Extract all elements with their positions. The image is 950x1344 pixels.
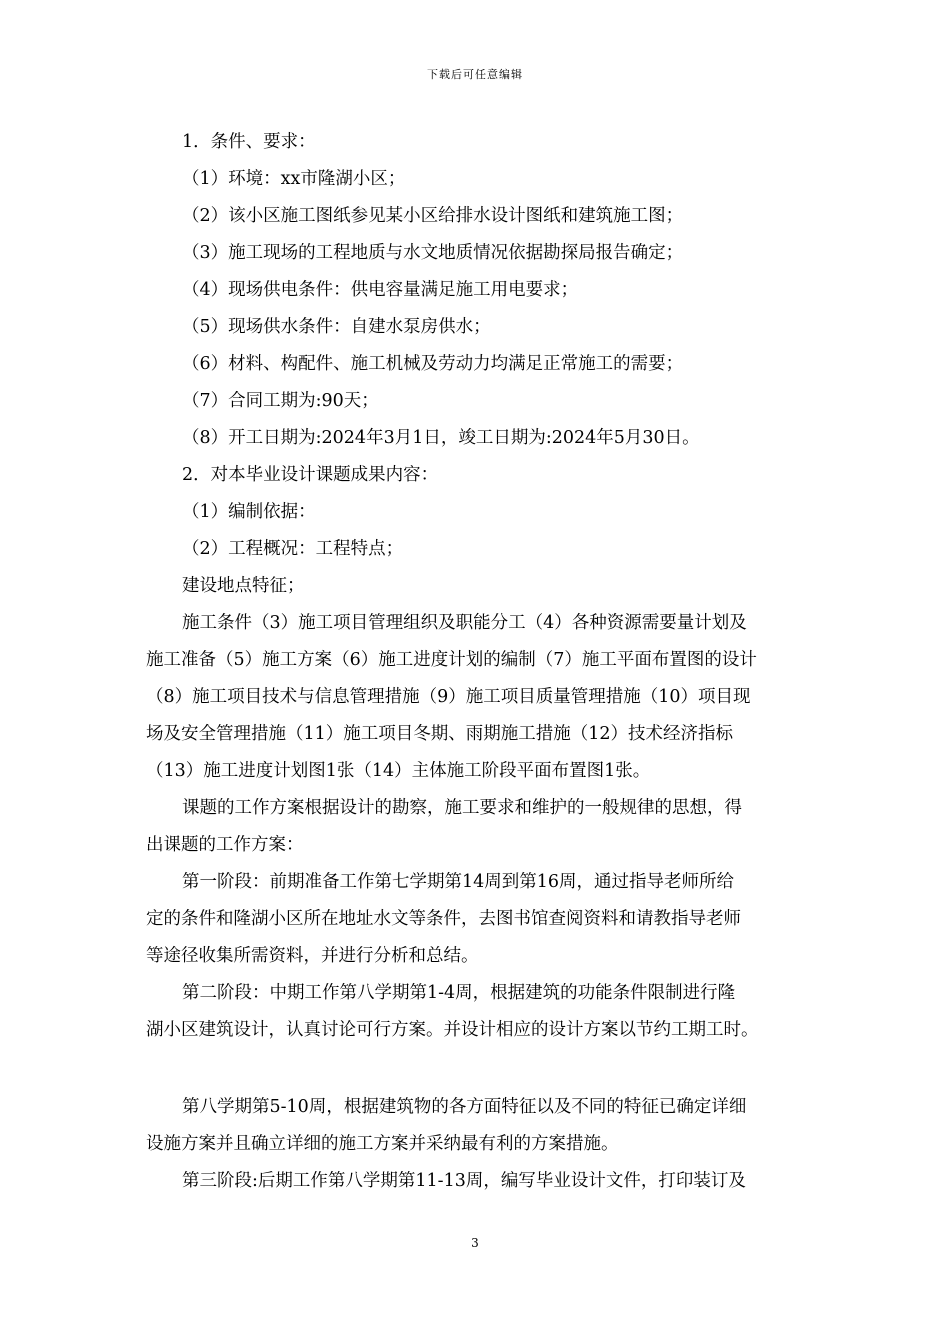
paragraph-line: 施工条件（3）施工项目管理组织及职能分工（4）各种资源需要量计划及	[182, 613, 747, 633]
paragraph-line: 设施方案并且确立详细的施工方案并采纳最有利的方案措施。	[146, 1134, 619, 1154]
paragraph-line: （4）现场供电条件：供电容量满足施工用电要求；	[182, 280, 579, 300]
paragraph-line: （1）环境：xx市隆湖小区；	[182, 169, 406, 189]
page-header: 下载后可任意编辑	[427, 68, 523, 81]
page-number: 3	[471, 1236, 479, 1250]
paragraph-line: 课题的工作方案根据设计的勘察，施工要求和维护的一般规律的思想，得	[182, 798, 742, 818]
paragraph-line: 出课题的工作方案：	[146, 835, 304, 855]
paragraph-line: 建设地点特征；	[182, 576, 305, 596]
paragraph-line: 2．对本毕业设计课题成果内容：	[182, 465, 439, 485]
body-text	[146, 124, 810, 1200]
paragraph-gap	[146, 1049, 810, 1089]
paragraph-line: 场及安全管理措施（11）施工项目冬期、雨期施工措施（12）技术经济指标	[146, 724, 734, 744]
paragraph-line: 等途径收集所需资料，并进行分析和总结。	[146, 946, 479, 966]
paragraph-line: （3）施工现场的工程地质与水文地质情况依据勘探局报告确定；	[182, 243, 684, 263]
paragraph-line: 第二阶段：中期工作第八学期第1-4周，根据建筑的功能条件限制进行隆	[182, 983, 736, 1003]
paragraph-line: 定的条件和隆湖小区所在地址水文等条件，去图书馆查阅资料和请教指导老师	[146, 909, 741, 929]
paragraph-line: （8）开工日期为:2024年3月1日，竣工日期为:2024年5月30日。	[182, 428, 700, 448]
paragraph-line: （7）合同工期为:90天；	[182, 391, 379, 411]
paragraph-line: （13）施工进度计划图1张（14）主体施工阶段平面布置图1张。	[146, 761, 651, 781]
paragraph-line: 湖小区建筑设计，认真讨论可行方案。并设计相应的设计方案以节约工期工时。	[146, 1020, 759, 1040]
paragraph-line: 1．条件、要求：	[182, 132, 316, 152]
paragraph-line: （8）施工项目技术与信息管理措施（9）施工项目质量管理措施（10）项目现	[146, 687, 751, 707]
paragraph-line: 第一阶段：前期准备工作第七学期第14周到第16周，通过指导老师所给	[182, 872, 735, 892]
paragraph-line: （2）工程概况：工程特点；	[182, 539, 404, 559]
paragraph-line: （5）现场供水条件：自建水泵房供水；	[182, 317, 491, 337]
paragraph-line: 第三阶段:后期工作第八学期第11-13周，编写毕业设计文件，打印装订及	[182, 1171, 746, 1191]
paragraph-line: （1）编制依据：	[182, 502, 316, 522]
paragraph-line: 第八学期第5-10周，根据建筑物的各方面特征以及不同的特征已确定详细	[182, 1097, 747, 1117]
paragraph-line: （2）该小区施工图纸参见某小区给排水设计图纸和建筑施工图；	[182, 206, 684, 226]
paragraph-line: （6）材料、构配件、施工机械及劳动力均满足正常施工的需要；	[182, 354, 684, 374]
paragraph-line: 施工准备（5）施工方案（6）施工进度计划的编制（7）施工平面布置图的设计	[146, 650, 757, 670]
